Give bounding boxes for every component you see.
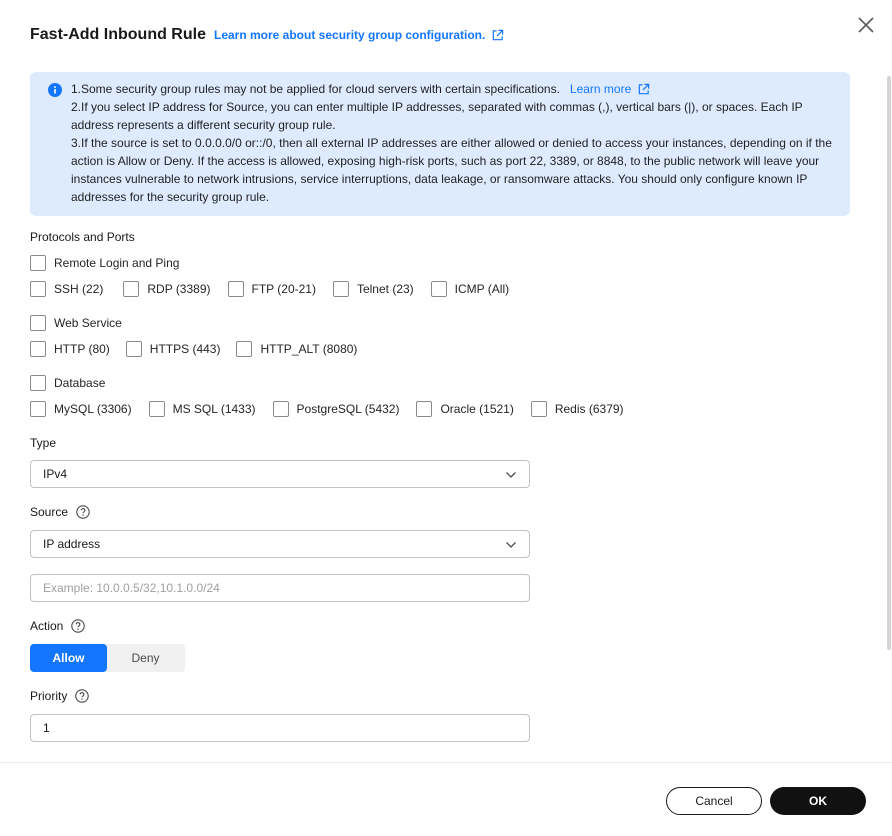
checkbox-oracle[interactable]	[416, 401, 513, 417]
checkbox-label: Telnet (23)	[356, 282, 414, 296]
checkbox-label: HTTP (80)	[54, 342, 110, 356]
checkbox-label: Oracle (1521)	[440, 402, 514, 416]
action-label-row	[30, 619, 85, 633]
checkbox-box[interactable]	[149, 401, 165, 417]
checkbox-box[interactable]	[30, 255, 46, 271]
help-icon[interactable]	[76, 505, 90, 519]
checkbox-label: ICMP (All)	[454, 282, 510, 296]
info-icon	[48, 83, 62, 97]
action-label: Action	[30, 619, 64, 633]
checkbox-http[interactable]	[30, 341, 110, 357]
checkbox-box[interactable]	[416, 401, 432, 417]
checkbox-label: HTTPS (443)	[149, 342, 221, 356]
priority-label-row	[30, 689, 89, 703]
checkbox-icmp[interactable]	[431, 281, 509, 297]
group-database	[30, 375, 105, 391]
notice-learn-more-link[interactable]	[570, 80, 650, 98]
checkbox-label: MS SQL (1433)	[172, 402, 256, 416]
checkbox-remote-login-and-ping[interactable]	[30, 255, 179, 271]
source-select-value: IP address	[43, 537, 101, 551]
checkbox-box[interactable]	[273, 401, 289, 417]
checkbox-box[interactable]	[30, 375, 46, 391]
checkbox-ftp[interactable]	[228, 281, 316, 297]
checkbox-box[interactable]	[531, 401, 547, 417]
type-label: Type	[30, 436, 57, 450]
checkbox-rdp[interactable]	[123, 281, 210, 297]
checkbox-box[interactable]	[126, 341, 142, 357]
dialog-header	[30, 26, 504, 44]
checkbox-box[interactable]	[431, 281, 447, 297]
scrollbar-thumb[interactable]	[887, 76, 891, 650]
checkbox-ssh[interactable]	[30, 281, 103, 297]
checkbox-box[interactable]	[236, 341, 252, 357]
notice-line-2: 2.If you select IP address for Source, you can enter multiple IP addresses, separated with commas (,), vertical bars (|), or spaces. Each IP address represents a different security group rule.	[71, 100, 803, 132]
notice-line-1	[71, 80, 836, 98]
cancel-button[interactable]: Cancel	[666, 787, 762, 815]
help-icon[interactable]	[75, 689, 89, 703]
checkbox-label: RDP (3389)	[147, 282, 211, 296]
action-segmented-control	[30, 644, 185, 672]
close-icon[interactable]	[856, 15, 876, 35]
learn-more-link[interactable]	[214, 28, 504, 42]
checkbox-box[interactable]	[30, 281, 46, 297]
notice-line-1-text: 1.Some security group rules may not be applied for cloud servers with certain specifications.	[71, 82, 560, 96]
group-web-service	[30, 315, 122, 331]
checkbox-label: SSH (22)	[54, 282, 104, 296]
checkbox-label: Remote Login and Ping	[54, 256, 180, 270]
action-allow-option[interactable]: Allow	[30, 644, 107, 672]
footer-divider	[0, 762, 892, 763]
priority-label: Priority	[30, 689, 68, 703]
group-remote-login	[30, 255, 179, 271]
checkbox-https[interactable]	[126, 341, 221, 357]
checkbox-label: HTTP_ALT (8080)	[260, 342, 358, 356]
checkbox-web-service[interactable]	[30, 315, 122, 331]
checkbox-box[interactable]	[333, 281, 349, 297]
learn-more-link-text: Learn more about security group configuration.	[213, 28, 486, 42]
checkbox-box[interactable]	[123, 281, 139, 297]
checkbox-box[interactable]	[30, 401, 46, 417]
priority-input[interactable]	[30, 714, 530, 742]
ok-button[interactable]: OK	[770, 787, 866, 815]
checkbox-postgresql[interactable]	[273, 401, 400, 417]
chevron-down-icon	[505, 539, 517, 551]
notice-line-3: 3.If the source is set to 0.0.0.0/0 or::/0, then all external IP addresses are either allowed or denied to access your instances, depending on if the action is Allow or Deny. If the access is allowed, exposing high-risk ports, such as port 22, 3389, or 8848, to the public network will leave your instances vulnerable to network intrusions, service interruptions, data leakage, or ransomware attacks. You should only configure known IP addresses for the security group rule.	[71, 136, 832, 204]
group-database-items	[30, 401, 624, 417]
chevron-down-icon	[505, 469, 517, 481]
checkbox-label: Database	[54, 376, 106, 390]
action-deny-option[interactable]: Deny	[131, 651, 160, 665]
source-label-row	[30, 505, 90, 519]
checkbox-mysql[interactable]	[30, 401, 132, 417]
group-web-service-items	[30, 341, 357, 357]
type-select[interactable]	[30, 460, 530, 488]
checkbox-box[interactable]	[228, 281, 244, 297]
checkbox-http-alt[interactable]	[236, 341, 357, 357]
help-icon[interactable]	[71, 619, 85, 633]
checkbox-label: Web Service	[54, 316, 122, 330]
source-select[interactable]	[30, 530, 530, 558]
notice-learn-more-text: Learn more	[569, 82, 632, 96]
source-ip-input[interactable]	[30, 574, 530, 602]
checkbox-box[interactable]	[30, 341, 46, 357]
checkbox-telnet[interactable]	[333, 281, 414, 297]
checkbox-label: PostgreSQL (5432)	[296, 402, 400, 416]
group-remote-login-items	[30, 281, 509, 297]
checkbox-label: FTP (20-21)	[251, 282, 316, 296]
type-select-value: IPv4	[43, 467, 68, 481]
checkbox-redis[interactable]	[531, 401, 624, 417]
dialog-title: Fast-Add Inbound Rule	[30, 26, 206, 43]
external-link-icon	[637, 83, 650, 96]
checkbox-label: Redis (6379)	[554, 402, 624, 416]
source-label: Source	[30, 505, 69, 519]
checkbox-database[interactable]	[30, 375, 105, 391]
protocols-ports-label: Protocols and Ports	[30, 230, 135, 244]
checkbox-box[interactable]	[30, 315, 46, 331]
external-link-icon	[491, 29, 504, 42]
info-notice	[30, 72, 850, 216]
checkbox-mssql[interactable]	[149, 401, 256, 417]
checkbox-label: MySQL (3306)	[54, 402, 132, 416]
